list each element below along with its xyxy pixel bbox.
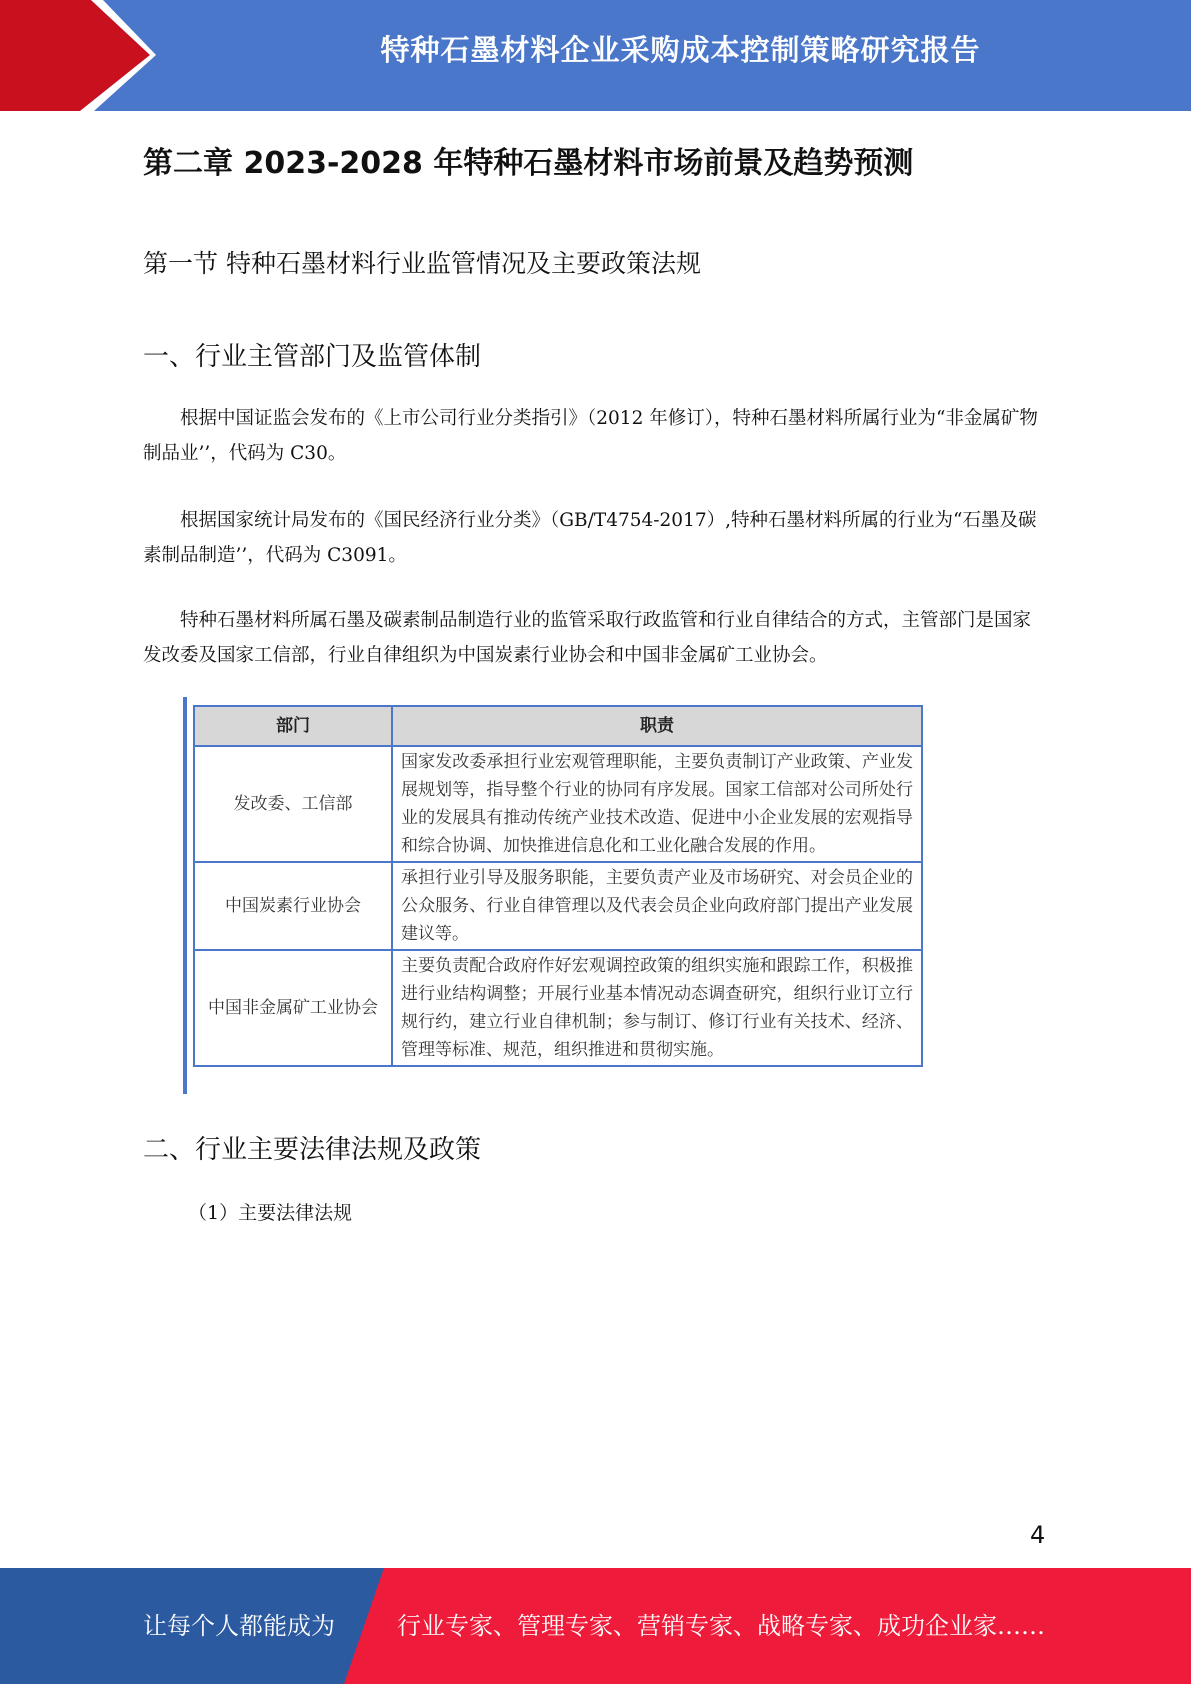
footer-slogan-left: 让每个人都能成为 (143, 1612, 335, 1640)
duty-cell: 主要负责配合政府作好宏观调控政策的组织实施和跟踪工作，积极推进行业结构调整；开展行业基本情况动态调查研究，组织行业订立行规行约，建立行业自律机制；参与制订、修订行业有关技术、经济、管理等标准、规范，组织推进和贯彻实施。 (392, 950, 922, 1066)
header-title: 特种石墨材料企业采购成本控制策略研究报告 (380, 33, 981, 67)
list-item-laws: （1）主要法律法规 (188, 1202, 353, 1224)
table-row (194, 950, 922, 1066)
chapter-title: 第二章 2023-2028 年特种石墨材料市场前景及趋势预测 (143, 146, 914, 181)
page-footer (0, 1568, 1191, 1684)
duty-cell: 承担行业引导及服务职能，主要负责产业及市场研究、对会员企业的公众服务、行业自律管理以及代表会员企业向政府部门提出产业发展建议等。 (392, 862, 922, 950)
table-header-row (194, 706, 922, 746)
regulator-table (193, 705, 923, 1067)
dept-cell: 中国炭素行业协会 (194, 862, 392, 950)
dept-cell: 发改委、工信部 (194, 746, 392, 862)
section-title: 第一节 特种石墨材料行业监管情况及主要政策法规 (143, 249, 701, 278)
table-left-bar (183, 697, 187, 1094)
dept-cell: 中国非金属矿工业协会 (194, 950, 392, 1066)
footer-slogan-right: 行业专家、管理专家、营销专家、战略专家、成功企业家…… (397, 1612, 1045, 1640)
subsection-title-2: 二、行业主要法律法规及政策 (143, 1135, 482, 1165)
column-header-duty: 职责 (392, 706, 922, 746)
page-header (0, 0, 1191, 111)
paragraph-1: 根据中国证监会发布的《上市公司行业分类指引》（2012 年修订），特种石墨材料所属行业为“非金属矿物制品业’’，代码为 C30。 (143, 408, 1038, 464)
subsection-title-1: 一、行业主管部门及监管体制 (143, 342, 482, 372)
page-number: 4 (1030, 1521, 1046, 1549)
table-row (194, 862, 922, 950)
column-header-dept: 部门 (194, 706, 392, 746)
table-row (194, 746, 922, 862)
duty-cell: 国家发改委承担行业宏观管理职能，主要负责制订产业政策、产业发展规划等，指导整个行业的协同有序发展。国家工信部对公司所处行业的发展具有推动传统产业技术改造、促进中小企业发展的宏观指导和综合协调、加快推进信息化和工业化融合发展的作用。 (392, 746, 922, 862)
regulator-table-figure (183, 697, 928, 1094)
paragraph-2: 根据国家统计局发布的《国民经济行业分类》（GB/T4754-2017）,特种石墨材料所属的行业为“石墨及碳素制品制造’’，代码为 C3091。 (143, 510, 1037, 566)
paragraph-3: 特种石墨材料所属石墨及碳素制品制造行业的监管采取行政监管和行业自律结合的方式，主管部门是国家发改委及国家工信部，行业自律组织为中国炭素行业协会和中国非金属矿工业协会。 (143, 610, 1032, 666)
